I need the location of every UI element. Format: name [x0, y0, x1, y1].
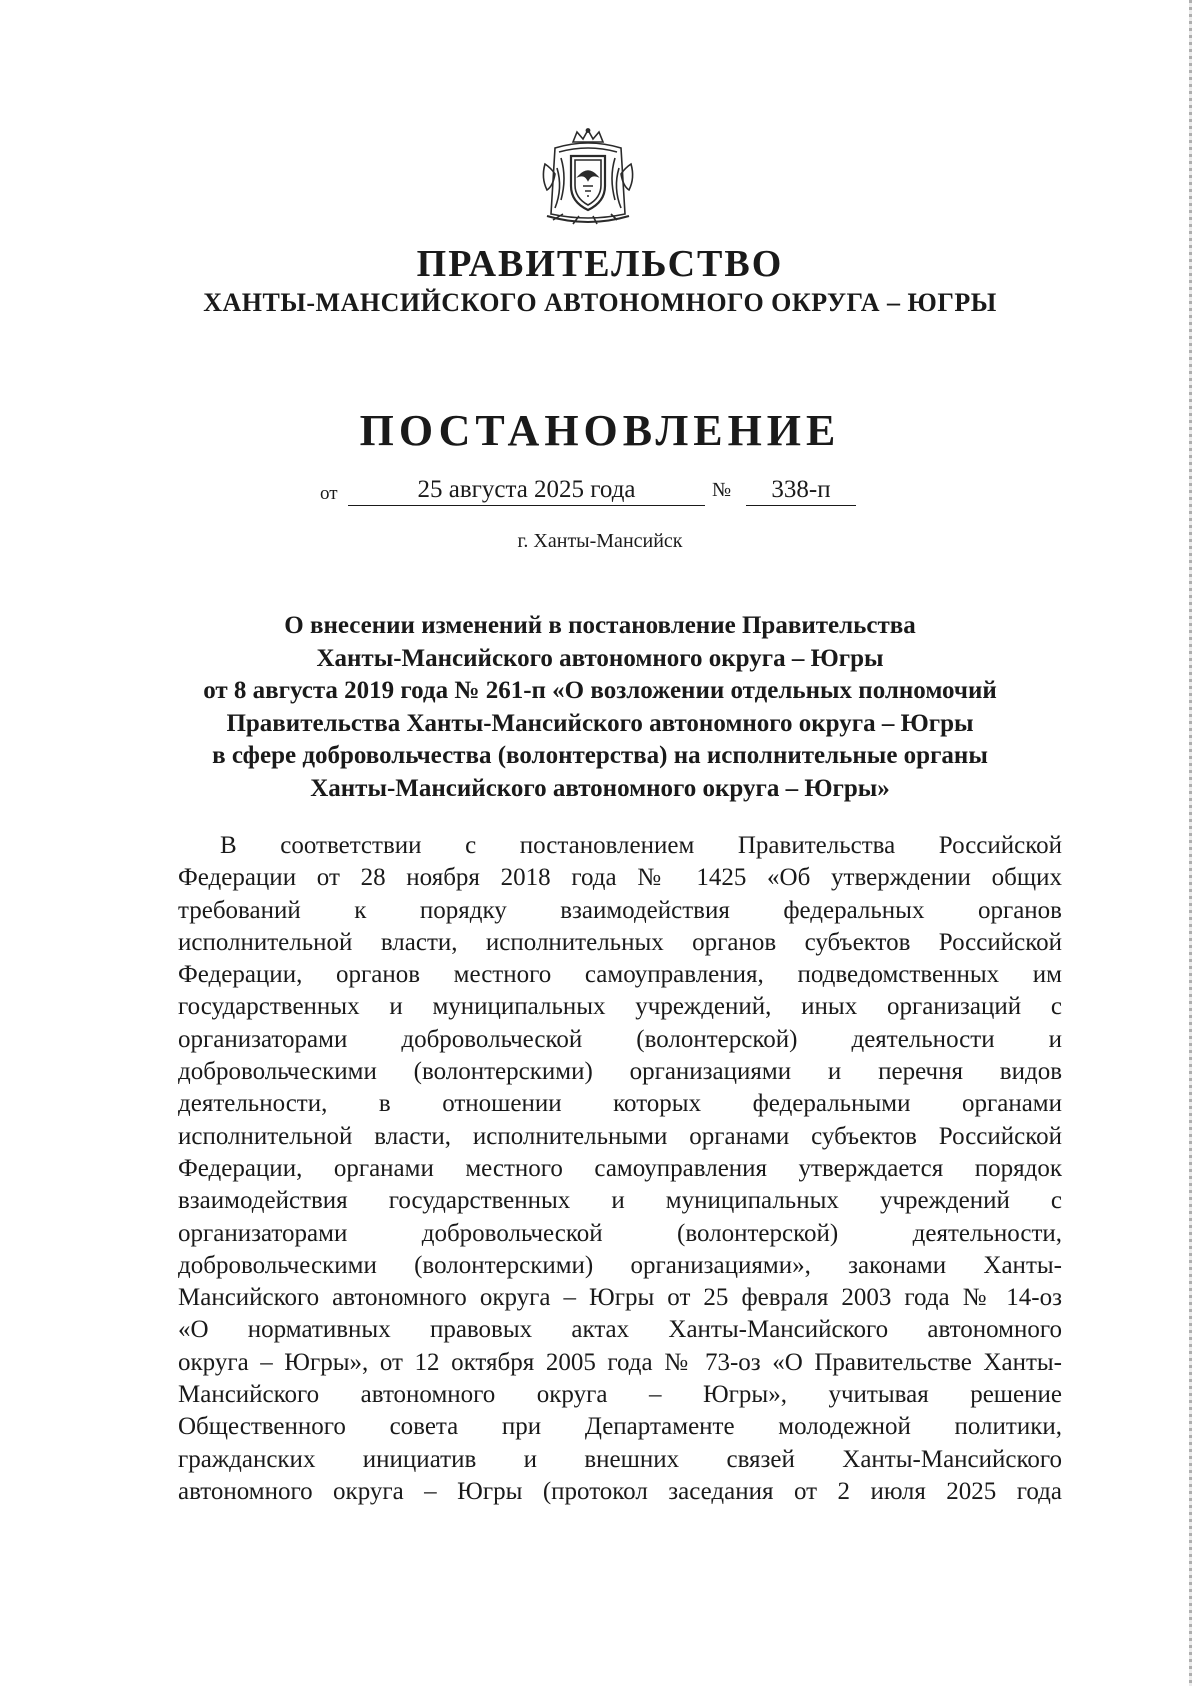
body-line: В соответствии с постановлением Правительства Российской	[220, 832, 1062, 859]
body-line: деятельности, в отношении которых федеральными органами	[178, 1090, 1062, 1118]
body-line: исполнительной власти, исполнительными органами субъектов Российской	[178, 1122, 1062, 1150]
document-city: г. Ханты-Мансийск	[517, 530, 683, 552]
body-line: Федерации от 28 ноября 2018 года № 1425 «Об утверждении общих	[178, 864, 1062, 892]
heading-line: Правительства Ханты-Мансийского автономного округа – Югры	[226, 709, 974, 737]
date-prefix: от	[320, 483, 338, 504]
heading-line: Ханты-Мансийского автономного округа – Югры»	[310, 774, 890, 802]
body-line: Мансийского автономного округа – Югры от 25 февраля 2003 года № 14-оз	[178, 1284, 1062, 1312]
body-line: добровольческими (волонтерскими) организациями», законами Ханты-	[178, 1251, 1062, 1279]
number-prefix: №	[712, 479, 732, 501]
document-number: 338-п	[746, 475, 856, 506]
body-line: Мансийского автономного округа – Югры», учитывая решение	[178, 1381, 1062, 1409]
body-paragraph	[178, 830, 1062, 1508]
document-date: 25 августа 2025 года	[348, 475, 705, 506]
body-line: Общественного совета при Департаменте молодежной политики,	[178, 1413, 1062, 1441]
body-line: исполнительной власти, исполнительных органов субъектов Российской	[178, 928, 1062, 956]
body-line: добровольческими (волонтерскими) организациями и перечня видов	[178, 1058, 1062, 1086]
document-type-title: ПОСТАНОВЛЕНИЕ	[359, 406, 841, 455]
government-title: ПРАВИТЕЛЬСТВО	[416, 243, 784, 285]
body-line: округа – Югры», от 12 октября 2005 года № 73-оз «О Правительстве Ханты-	[178, 1348, 1062, 1376]
body-line: организаторами добровольческой (волонтерской) деятельности и	[178, 1025, 1062, 1053]
body-line: требований к порядку взаимодействия федеральных органов	[178, 896, 1062, 924]
body-line: Федерации, органов местного самоуправления, подведомственных им	[178, 961, 1062, 989]
body-line: автономного округа – Югры (протокол заседания от 2 июля 2025 года	[178, 1477, 1062, 1505]
government-subtitle: ХАНТЫ-МАНСИЙСКОГО АВТОНОМНОГО ОКРУГА – ЮГРЫ	[203, 288, 997, 317]
heading-line: Ханты-Мансийского автономного округа – Югры	[316, 644, 884, 672]
heading-line: в сфере добровольчества (волонтерства) на исполнительные органы	[212, 742, 988, 769]
body-line: Федерации, органами местного самоуправления утверждается порядок	[178, 1154, 1062, 1182]
body-line: «О нормативных правовых актах Ханты-Мансийского автономного	[178, 1316, 1062, 1344]
date-number-line	[0, 475, 1200, 509]
body-line: организаторами добровольческой (волонтерской) деятельности,	[178, 1219, 1062, 1247]
heading-line: от 8 августа 2019 года № 261-п «О возложении отдельных полномочий	[203, 677, 997, 704]
body-line: взаимодействия государственных и муниципальных учреждений с	[178, 1187, 1062, 1215]
body-line: государственных и муниципальных учреждений, иных организаций с	[178, 993, 1062, 1021]
document-heading	[130, 610, 1070, 805]
body-line: гражданских инициатив и внешних связей Ханты-Мансийского	[178, 1445, 1062, 1473]
coat-of-arms-icon	[533, 128, 643, 228]
heading-line: О внесении изменений в постановление Правительства	[284, 612, 916, 639]
